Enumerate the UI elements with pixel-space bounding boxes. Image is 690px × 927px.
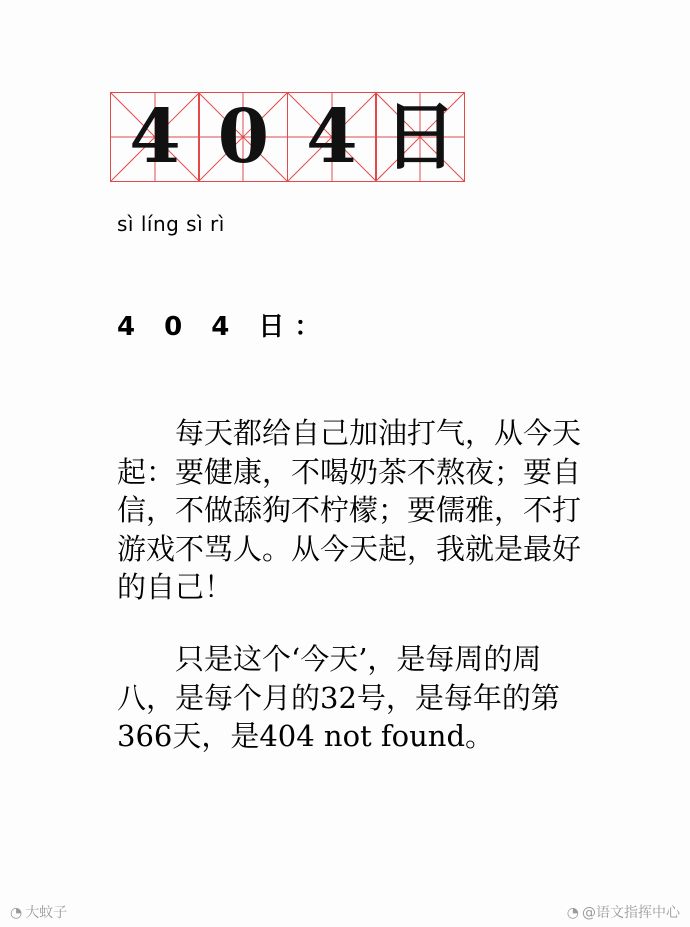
watermark-right xyxy=(567,902,680,922)
paragraph-1-text: 每天都给自己加油打气，从今天起：要健康，不喝奶茶不熬夜；要自信，不做舔狗不柠檬；要儒雅，不打游戏不骂人。从今天起，我就是最好的自己！ xyxy=(117,416,582,604)
watermark-right-text: @语文指挥中心 xyxy=(582,905,680,921)
title-char-3: 4 xyxy=(306,94,358,180)
watermark-left-text: 大蚊子 xyxy=(25,905,68,921)
pinyin: sì líng sì rì xyxy=(117,212,225,236)
weibo-icon: ◔ xyxy=(566,905,579,921)
title-cell xyxy=(198,92,288,182)
paragraph-2 xyxy=(117,640,587,756)
watermark-left xyxy=(10,902,67,922)
paragraph-1 xyxy=(117,414,587,607)
title-grid xyxy=(110,92,465,182)
title-cell xyxy=(110,92,200,182)
paragraph-2-text: 只是这个‘今天’，是每周的周八，是每个月的32号，是每年的第366天，是404 not found。 xyxy=(117,642,560,753)
title-char-1: 4 xyxy=(129,94,181,180)
title-cell xyxy=(287,92,377,182)
title-char-2: 0 xyxy=(217,94,270,180)
title-cell xyxy=(375,92,465,182)
title-char-4: 日 xyxy=(383,94,458,180)
definition-heading: 4 0 4 日： xyxy=(117,312,331,342)
weibo-icon: ◔ xyxy=(10,905,23,921)
